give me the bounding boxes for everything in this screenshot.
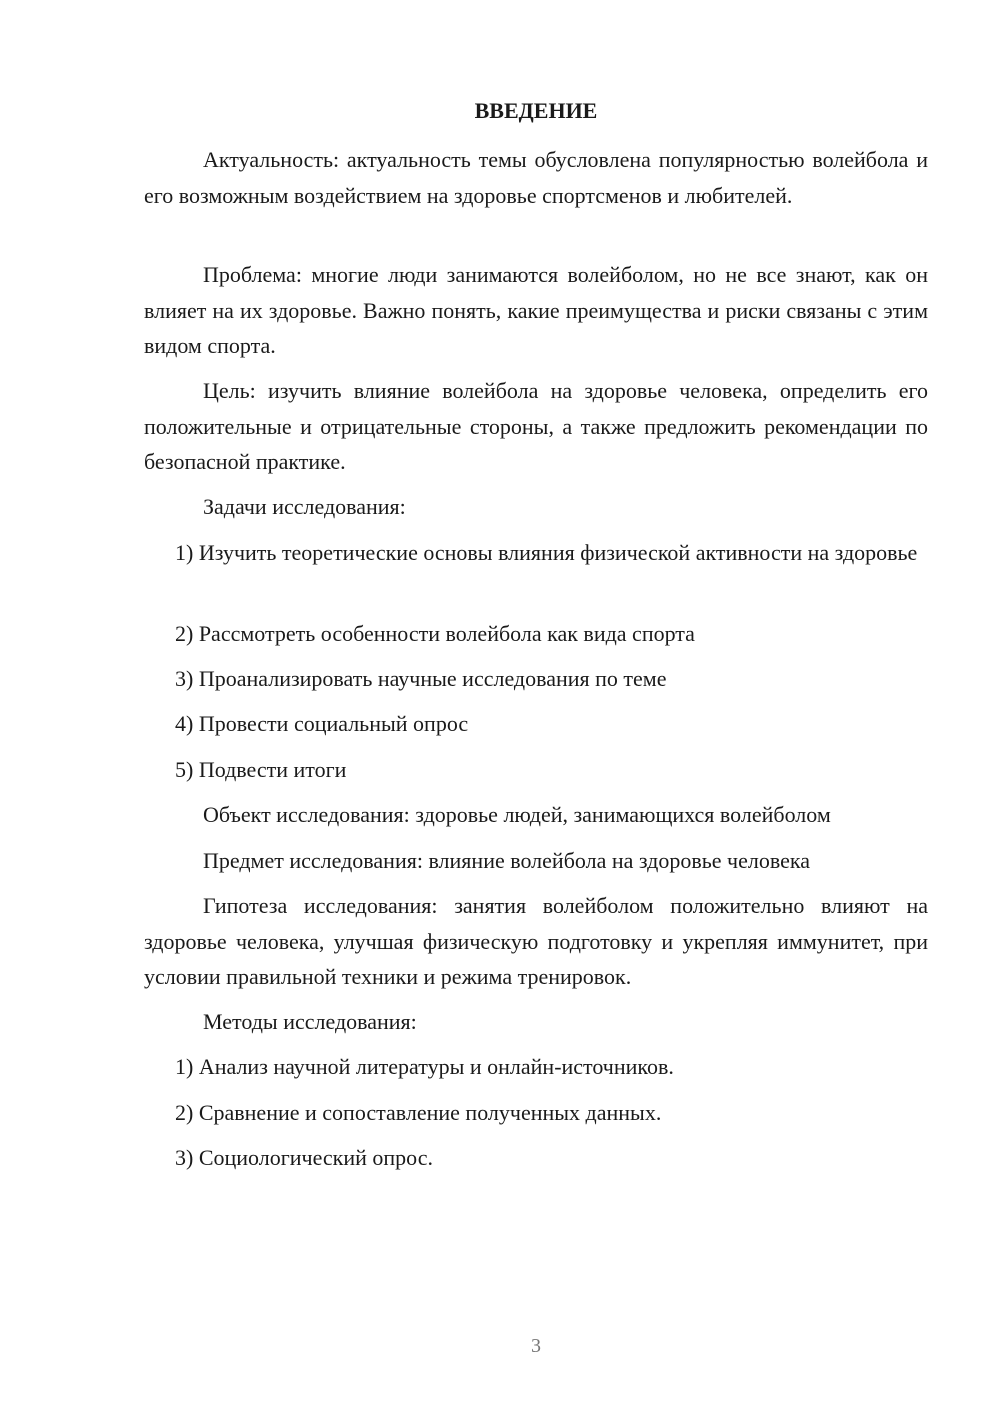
- method-item: 2) Сравнение и сопоставление полученных данных.: [175, 1100, 662, 1125]
- task-item: 2) Рассмотреть особенности волейбола как вида спорта: [175, 621, 695, 646]
- hypothesis-paragraph: Гипотеза исследования: занятия волейболом положительно влияют на здоровье человека, улучшая физическую подготовку и укрепляя иммунитет, при условии правильной техники и режима тренировок.: [144, 893, 928, 989]
- research-subject: Предмет исследования: влияние волейбола на здоровье человека: [203, 848, 810, 873]
- page-number: 3: [531, 1335, 541, 1357]
- research-object: Объект исследования: здоровье людей, занимающихся волейболом: [203, 802, 831, 827]
- problem-paragraph: Проблема: многие люди занимаются волейболом, но не все знают, как он влияет на их здоровье. Важно понять, какие преимущества и риски связаны с этим видом спорта.: [144, 262, 928, 358]
- goal-paragraph: Цель: изучить влияние волейбола на здоровье человека, определить его положительные и отрицательные стороны, а также предложить рекомендации по безопасной практике.: [144, 378, 928, 474]
- task-item: 1) Изучить теоретические основы влияния физической активности на здоровье: [175, 540, 918, 565]
- method-item: 1) Анализ научной литературы и онлайн-источников.: [175, 1054, 674, 1079]
- section-heading: ВВЕДЕНИЕ: [474, 98, 598, 123]
- tasks-heading: Задачи исследования:: [203, 494, 406, 519]
- task-item: 4) Провести социальный опрос: [175, 711, 469, 736]
- methods-heading: Методы исследования:: [203, 1009, 417, 1034]
- task-item: 3) Проанализировать научные исследования по теме: [175, 666, 667, 691]
- task-item: 5) Подвести итоги: [175, 757, 347, 782]
- relevance-paragraph: Актуальность: актуальность темы обусловлена популярностью волейбола и его возможным воздействием на здоровье спортсменов и любителей.: [144, 147, 928, 208]
- method-item: 3) Социологический опрос.: [175, 1145, 433, 1170]
